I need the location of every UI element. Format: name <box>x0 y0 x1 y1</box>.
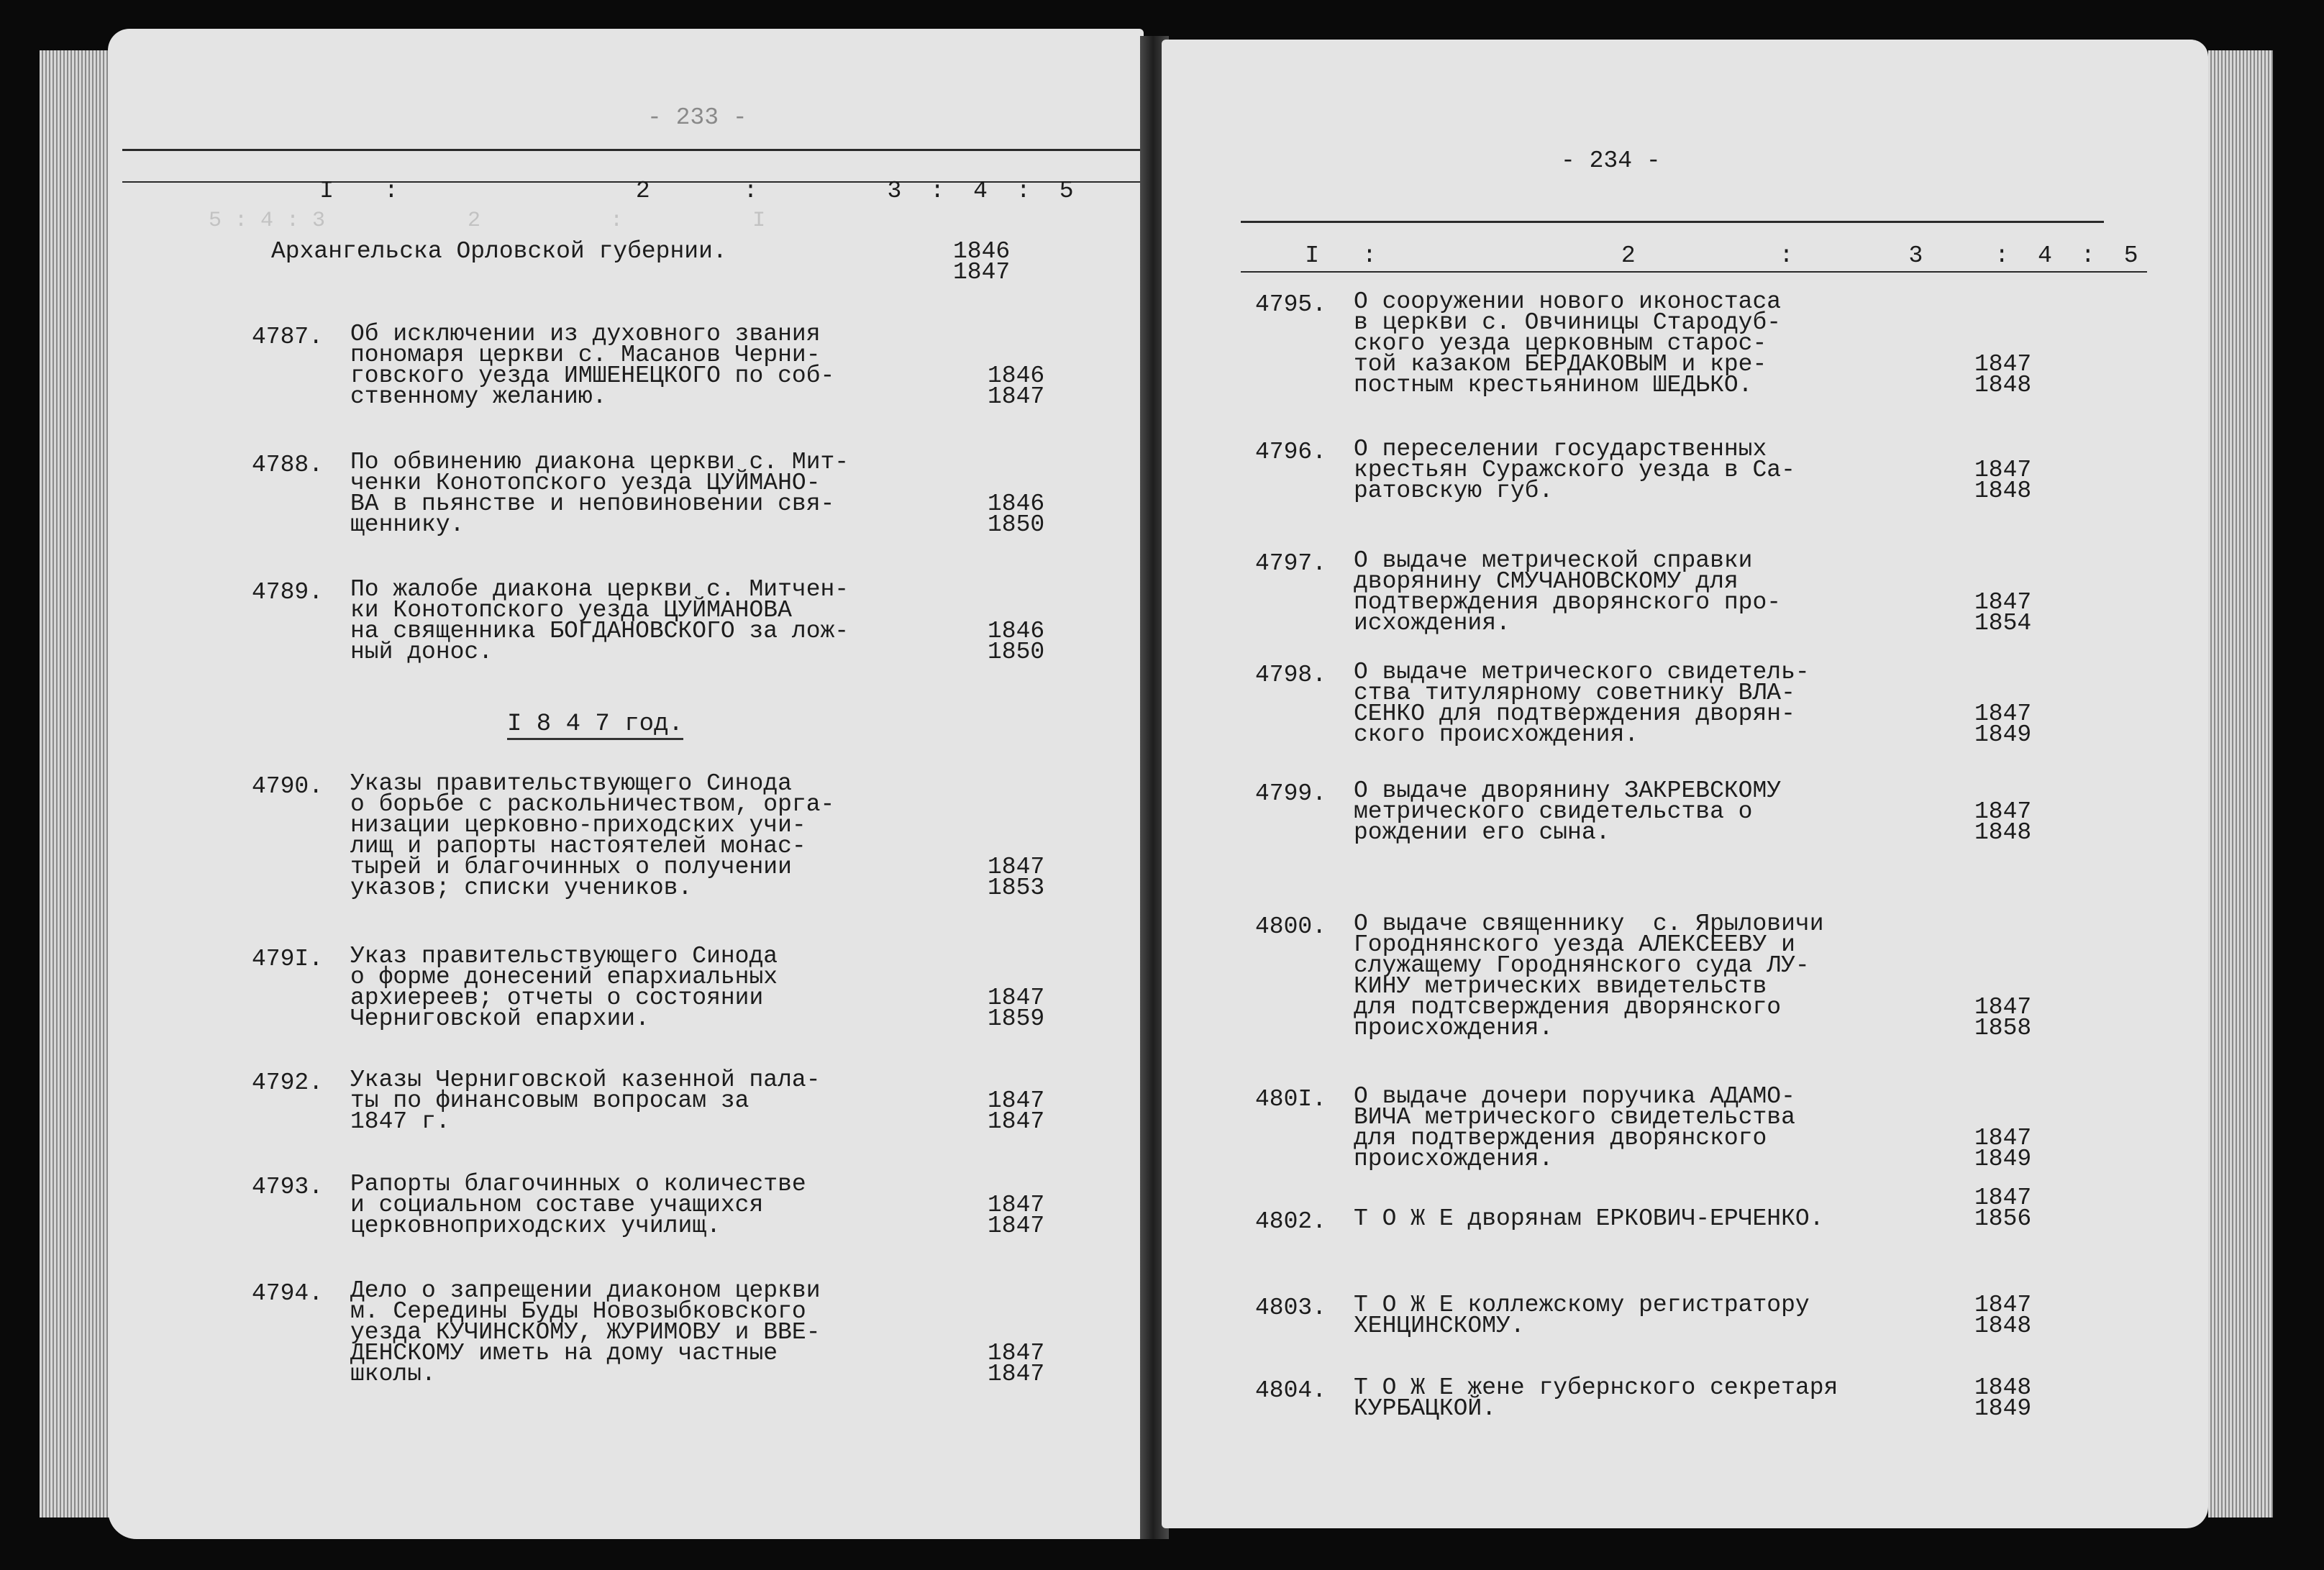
entry-line: ДЕНСКОМУ иметь на дому частные <box>350 1340 778 1366</box>
book-edge-left <box>40 50 111 1517</box>
entry-line: той казаком БЕРДАКОВЫМ и кре- <box>1354 351 1767 378</box>
entry-line: церковноприходских училищ. <box>350 1213 721 1239</box>
entry-year: 1848 <box>1974 1374 2032 1401</box>
entry-line: КИНУ метрических ввидетельств <box>1354 973 1767 1000</box>
entry-line: Дело о запрещении диаконом церкви <box>350 1277 821 1304</box>
entry-line: для подтверждения дворянского <box>1354 1125 1767 1151</box>
col-header-1: I <box>1305 242 1320 269</box>
entry-line: ты по финансовым вопросам за <box>350 1087 749 1114</box>
entry-line: Указы Черниговской казенной пала- <box>350 1067 821 1093</box>
entry-number: 4788. <box>252 452 324 478</box>
entry-description <box>350 770 839 901</box>
entry-number: 4802. <box>1255 1208 1327 1235</box>
entry-line: О выдаче священнику с. Ярыловичи <box>1354 910 1824 937</box>
entry-year: 1847 <box>1974 1185 2032 1211</box>
entry-year: 1847 <box>988 854 1045 880</box>
entry-number: 4803. <box>1255 1295 1327 1321</box>
entry-year: 1850 <box>988 639 1045 665</box>
entry-year: 1847 <box>988 383 1045 410</box>
entry-years <box>1974 1185 2039 1232</box>
entry-line: О выдаче метрической справки <box>1354 547 1753 574</box>
entry-description <box>350 943 839 1032</box>
book-edge-right <box>2208 50 2273 1517</box>
entry-year: 1847 <box>988 1192 1045 1218</box>
entry-number: 479I. <box>252 946 324 972</box>
col-header-2: 2 <box>1621 242 1636 269</box>
entry-year: 1848 <box>1974 1313 2032 1339</box>
col-sep: : <box>1016 178 1031 204</box>
entry-year: 1847 <box>988 1361 1045 1387</box>
entry-year: 1847 <box>1974 1292 2032 1318</box>
entry-description <box>1354 1205 1843 1232</box>
entry-line: 1847 г. <box>350 1108 450 1135</box>
entry-line: ВИЧА метрического свидетельства <box>1354 1104 1795 1131</box>
entry-number: 4787. <box>252 324 324 350</box>
entry-number: 4799. <box>1255 780 1327 807</box>
entry-number: 4789. <box>252 579 324 606</box>
entry-description <box>1354 436 1843 504</box>
entry-line: ского происхождения. <box>1354 721 1639 748</box>
entry-line: служащему Городнянского суда ЛУ- <box>1354 952 1810 979</box>
entry-number: 4798. <box>1255 662 1327 688</box>
entry-year: 1847 <box>988 1213 1045 1239</box>
entry-year: 1847 <box>1974 457 2032 483</box>
entry-description <box>1354 659 1843 748</box>
entry-number: 4804. <box>1255 1377 1327 1404</box>
entry-number: 480I. <box>1255 1086 1327 1113</box>
entry-line: ратовскую губ. <box>1354 478 1554 504</box>
entry-line: КУРБАЦКОЙ. <box>1354 1395 1497 1422</box>
entry-line: крестьян Суражского уезда в Са- <box>1354 457 1795 483</box>
entry-line: ки Конотопского уезда ЦУЙМАНОВА <box>350 597 792 624</box>
entry-line: архиереев; отчеты о состоянии <box>350 985 764 1011</box>
col-header-2: 2 <box>635 178 650 204</box>
entry-line: О выдаче дворянину ЗАКРЕВСКОМУ <box>1354 777 1782 804</box>
entry-line: уезда КУЧИНСКОМУ, ЖУРИМОВУ и ВВЕ- <box>350 1319 821 1346</box>
col-header-5: 5 <box>1059 178 1074 204</box>
entry-year: 1849 <box>1974 1395 2032 1422</box>
entry-years <box>988 1192 1052 1239</box>
col-header-5: 5 <box>2123 242 2138 269</box>
entry-line: исхождения. <box>1354 610 1510 636</box>
entry-number: 4797. <box>1255 550 1327 577</box>
entry-line: о форме донесений епархиальных <box>350 964 778 990</box>
entry-description <box>350 1171 839 1239</box>
entry-number: 4790. <box>252 773 324 800</box>
entry-years <box>988 1087 1052 1135</box>
entry-years <box>1974 1292 2039 1339</box>
entry-line: ВА в пьянстве и неповиновении свя- <box>350 490 835 517</box>
col-sep: : <box>1362 242 1377 269</box>
entry-description <box>350 321 839 410</box>
entry-line: школы. <box>350 1361 436 1387</box>
col-sep: : <box>1995 242 2010 269</box>
entry-line: ственному желанию. <box>350 383 607 410</box>
entry-line: О выдаче метрического свидетель- <box>1354 659 1810 685</box>
entry-line: О сооружении нового иконостаса <box>1354 288 1782 315</box>
entry-line: ского уезда церковным старос- <box>1354 330 1767 357</box>
entry-years: 1846 1847 <box>953 238 1011 286</box>
entry-line: Черниговской епархии. <box>350 1005 650 1032</box>
entry-line: м. Середины Буды Новозыбковского <box>350 1298 806 1325</box>
entry-years <box>988 362 1052 410</box>
entry-line: подтверждения дворянского про- <box>1354 589 1782 616</box>
entry-number: 4794. <box>252 1280 324 1307</box>
entry-description <box>1354 910 1843 1041</box>
col-header-4: 4 <box>973 178 988 204</box>
entry-line: Т О Ж Е жене губернского секретаря <box>1354 1374 1838 1401</box>
col-sep: : <box>384 178 398 204</box>
entry-line: указов; списки учеников. <box>350 875 693 901</box>
entry-description <box>350 449 849 538</box>
entry-description <box>350 1277 839 1387</box>
col-header-3: 3 <box>1908 242 1923 269</box>
entry-years <box>1974 798 2039 846</box>
entry-year: 1858 <box>1974 1015 2032 1041</box>
entry-years <box>1974 700 2039 748</box>
entry-line: Указы правительствующего Синода <box>350 770 792 797</box>
entry-year: 1856 <box>1974 1205 2032 1232</box>
entry-year: 1847 <box>988 1087 1045 1114</box>
entry-line: По жалобе диакона церкви с. Митчен- <box>350 576 849 603</box>
entry-line: о борьбе с раскольничеством, орга- <box>350 791 835 818</box>
entry-year: 1848 <box>1974 819 2032 846</box>
entry-line: Т О Ж Е дворянам ЕРКОВИЧ-ЕРЧЕНКО. <box>1354 1205 1824 1232</box>
entry-line: метрического свидетельства о <box>1354 798 1753 825</box>
right-page-number: - 234 - <box>1561 147 1661 174</box>
entry-year: 1847 <box>1974 1125 2032 1151</box>
entry-line: в церкви с. Овчиницы Стародуб- <box>1354 309 1782 336</box>
entry-year: 1847 <box>1974 798 2032 825</box>
entry-line: дворянину СМУЧАНОВСКОМУ для <box>1354 568 1739 595</box>
entry-year: 1847 <box>1974 700 2032 727</box>
col-sep: : <box>1779 242 1794 269</box>
entry-year: 1849 <box>1974 721 2032 748</box>
col-header-4: 4 <box>2038 242 2052 269</box>
entry-year: 1847 <box>988 1108 1045 1135</box>
entry-line: низации церковно-приходских учи- <box>350 812 806 839</box>
entry-line: ХЕНЦИНСКОМУ. <box>1354 1313 1525 1339</box>
entry-line: лищ и рапорты настоятелей монас- <box>350 833 806 859</box>
left-page-number: - 233 - <box>647 104 747 131</box>
year-heading: I 8 4 7 год. <box>507 711 683 738</box>
entry-line: и социальном составе учащихся <box>350 1192 764 1218</box>
col-sep: : <box>2080 242 2095 269</box>
entry-line: О переселении государственных <box>1354 436 1767 462</box>
entry-year: 1854 <box>1974 610 2032 636</box>
entry-description <box>1354 1374 1843 1422</box>
entry-number: 4792. <box>252 1069 324 1096</box>
col-header-3: 3 <box>887 178 902 204</box>
entry-line: на священника БОГДАНОВСКОГО за лож- <box>350 618 849 644</box>
entry-years <box>1974 589 2039 636</box>
entry-years <box>988 618 1052 665</box>
entry-line: для подтсверждения дворянского <box>1354 994 1782 1021</box>
entry-year: 1846 <box>988 618 1045 644</box>
col-header-1: I <box>319 178 334 204</box>
entry-year: 1848 <box>1974 372 2032 398</box>
entry-description <box>1354 1292 1843 1339</box>
entry-line: рождении его сына. <box>1354 819 1610 846</box>
entry-number: 4796. <box>1255 439 1327 465</box>
entry-line: говского уезда ИМШЕНЕЦКОГО по соб- <box>350 362 835 389</box>
col-sep: : <box>743 178 758 204</box>
entry-years <box>1974 457 2039 504</box>
entry-years <box>1974 994 2039 1041</box>
entry-line: Об исключении из духовного звания <box>350 321 821 347</box>
left-column-headers <box>263 151 1074 231</box>
entry-year: 1847 <box>988 985 1045 1011</box>
entry-years <box>1974 1125 2039 1172</box>
bleed-through-text: 5 : 4 : 3 2 : I <box>209 209 766 233</box>
entry-line: ченки Конотопского уезда ЦУЙМАНО- <box>350 470 821 496</box>
entry-line: Т О Ж Е коллежскому регистратору <box>1354 1292 1810 1318</box>
entry-line: постным крестьянином ШЕДЬКО. <box>1354 372 1753 398</box>
entry-line: Рапорты благочинных о количестве <box>350 1171 806 1197</box>
entry-years <box>988 854 1052 901</box>
entry-year: 1850 <box>988 511 1045 538</box>
entry-year: 1846 <box>988 490 1045 517</box>
entry-number: 4800. <box>1255 913 1327 940</box>
entry-line: происхождения. <box>1354 1146 1554 1172</box>
entry-years <box>1974 1374 2039 1422</box>
entry-description <box>350 576 849 665</box>
entry-description <box>1354 1083 1843 1172</box>
entry-line: ный донос. <box>350 639 493 665</box>
entry-year: 1846 <box>988 362 1045 389</box>
entry-description <box>1354 547 1843 636</box>
entry-description <box>1354 288 1843 398</box>
entry-year: 1848 <box>1974 478 2032 504</box>
entry-year: 1847 <box>988 1340 1045 1366</box>
entry-description <box>350 1067 839 1135</box>
entry-line: Указ правительствующего Синода <box>350 943 778 969</box>
entry-years <box>988 490 1052 538</box>
entry-year: 1847 <box>1974 994 2032 1021</box>
entry-line: пономаря церкви с. Масанов Черни- <box>350 342 821 368</box>
left-page <box>108 29 1144 1539</box>
entry-line: О выдаче дочери поручика АДАМО- <box>1354 1083 1795 1110</box>
entry-line: щеннику. <box>350 511 465 538</box>
entry-line: ства титулярному советнику ВЛА- <box>1354 680 1795 706</box>
entry-line: тырей и благочинных о получении <box>350 854 792 880</box>
col-sep: : <box>930 178 945 204</box>
entry-line: Городнянского уезда АЛЕКСЕЕВУ и <box>1354 931 1795 958</box>
entry-years <box>988 985 1052 1032</box>
entry-line: СЕНКО для подтверждения дворян- <box>1354 700 1795 727</box>
entry-description: Архангельска Орловской губернии. <box>271 238 727 265</box>
entry-year: 1849 <box>1974 1146 2032 1172</box>
entry-description <box>1354 777 1843 846</box>
entry-year: 1859 <box>988 1005 1045 1032</box>
entry-year: 1847 <box>1974 589 2032 616</box>
entry-line: По обвинению диакона церкви с. Мит- <box>350 449 849 475</box>
right-column-headers <box>1248 216 2138 296</box>
entry-year: 1847 <box>1974 351 2032 378</box>
entry-year: 1853 <box>988 875 1045 901</box>
entry-years <box>1974 351 2039 398</box>
entry-number: 4793. <box>252 1174 324 1200</box>
entry-years <box>988 1340 1052 1387</box>
entry-number: 4795. <box>1255 291 1327 318</box>
entry-line: происхождения. <box>1354 1015 1554 1041</box>
right-page <box>1162 40 2208 1528</box>
